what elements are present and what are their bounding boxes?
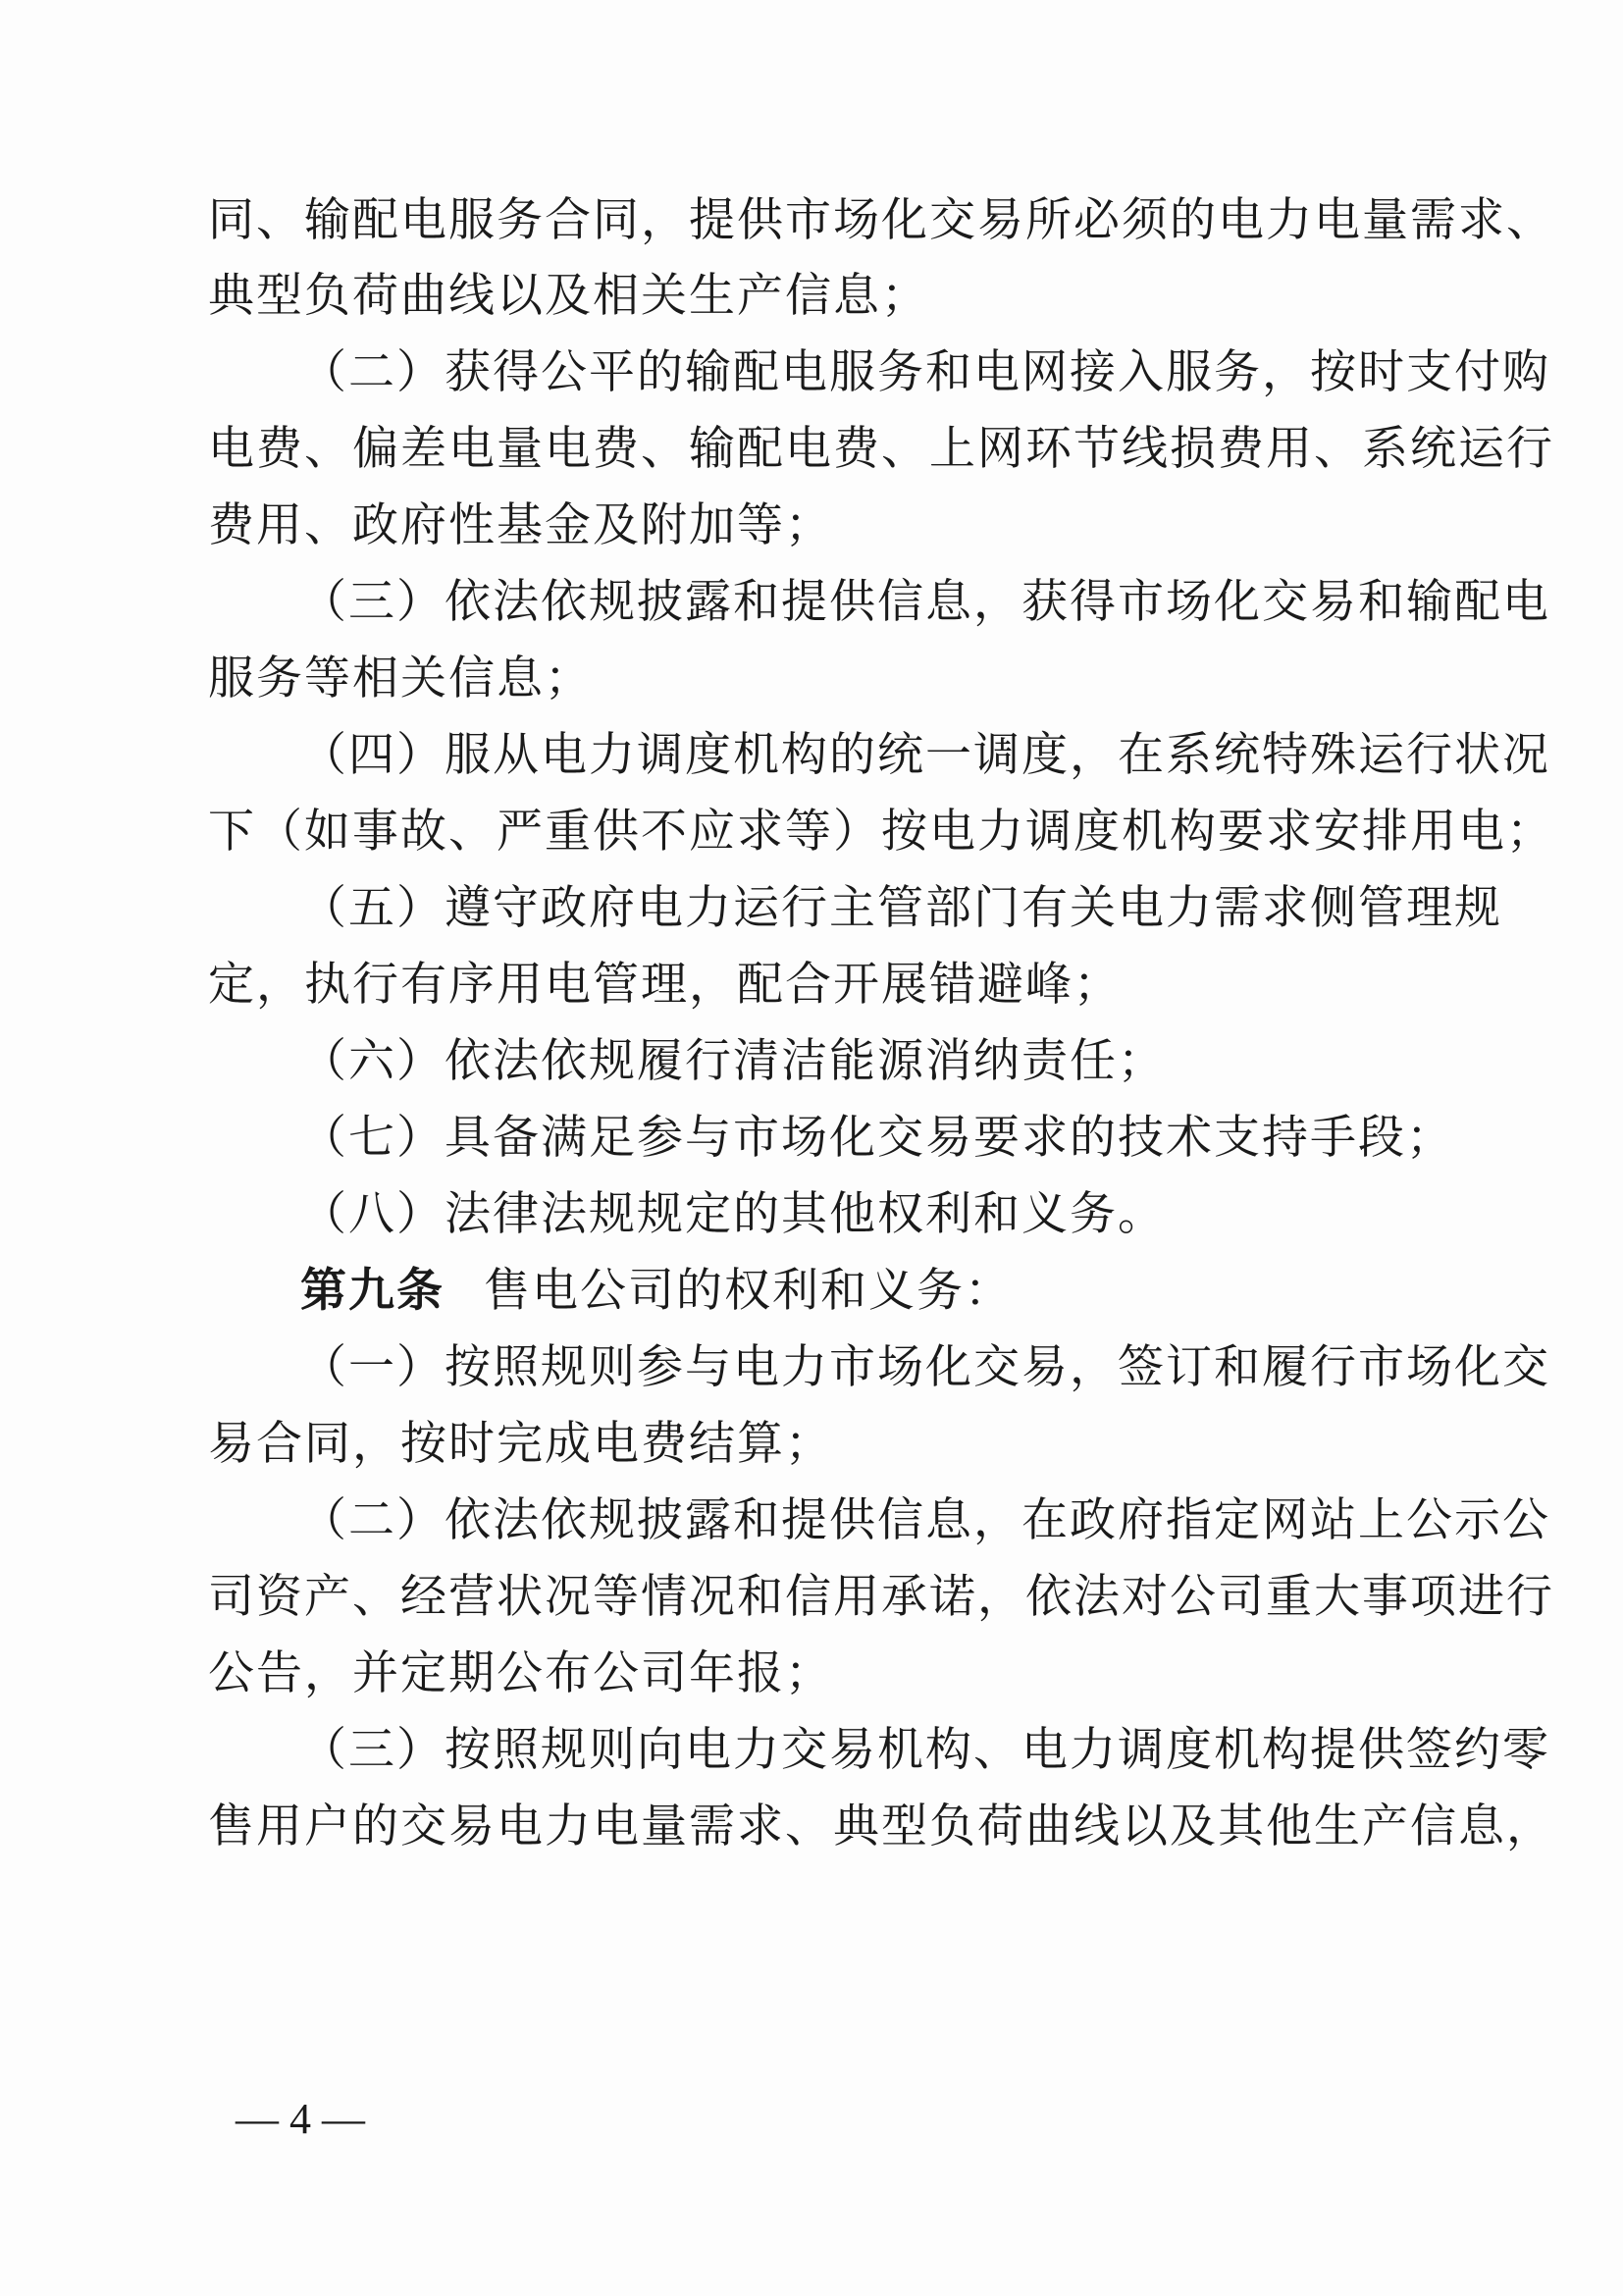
page-number: — 4 — bbox=[236, 2095, 365, 2143]
body-line-11: 定，执行有序用电管理，配合开展错避峰； bbox=[208, 958, 1122, 1012]
body-line-2: 典型负荷曲线以及相关生产信息； bbox=[208, 269, 929, 323]
body-line-9: 下（如事故、严重供不应求等）按电力调度机构要求安排用电； bbox=[208, 805, 1554, 859]
article-9-label: 第九条 bbox=[300, 1264, 445, 1318]
body-line-20: （三）按照规则向电力交易机构、电力调度机构提供签约零 bbox=[300, 1723, 1550, 1777]
body-line-15: （一）按照规则参与电力市场化交易，签订和履行市场化交 bbox=[300, 1340, 1550, 1394]
body-line-13: （七）具备满足参与市场化交易要求的技术支持手段； bbox=[300, 1111, 1454, 1165]
article-9-heading bbox=[300, 1262, 1013, 1321]
body-line-10: （五）遵守政府电力运行主管部门有关电力需求侧管理规 bbox=[300, 881, 1502, 935]
body-line-1: 同、输配电服务合同，提供市场化交易所必须的电力电量需求、 bbox=[208, 193, 1554, 247]
article-9-text: 售电公司的权利和义务： bbox=[484, 1264, 1013, 1318]
body-line-18: 司资产、经营状况等情况和信用承诺，依法对公司重大事项进行 bbox=[208, 1570, 1554, 1624]
body-line-6: （三）依法依规披露和提供信息，获得市场化交易和输配电 bbox=[300, 575, 1550, 629]
body-line-3: （二）获得公平的输配电服务和电网接入服务，按时支付购 bbox=[300, 345, 1550, 399]
body-line-14: （八）法律法规规定的其他权利和义务。 bbox=[300, 1187, 1166, 1241]
body-line-7: 服务等相关信息； bbox=[208, 652, 593, 705]
body-line-21: 售用户的交易电力电量需求、典型负荷曲线以及其他生产信息， bbox=[208, 1800, 1554, 1853]
body-line-19: 公告，并定期公布公司年报； bbox=[208, 1646, 833, 1700]
body-line-12: （六）依法依规履行清洁能源消纳责任； bbox=[300, 1034, 1166, 1088]
body-line-17: （二）依法依规披露和提供信息，在政府指定网站上公示公 bbox=[300, 1493, 1550, 1547]
body-line-5: 费用、政府性基金及附加等； bbox=[208, 498, 833, 552]
body-line-4: 电费、偏差电量电费、输配电费、上网环节线损费用、系统运行 bbox=[208, 422, 1554, 476]
body-line-16: 易合同，按时完成电费结算； bbox=[208, 1417, 833, 1471]
body-line-8: （四）服从电力调度机构的统一调度，在系统特殊运行状况 bbox=[300, 728, 1550, 782]
